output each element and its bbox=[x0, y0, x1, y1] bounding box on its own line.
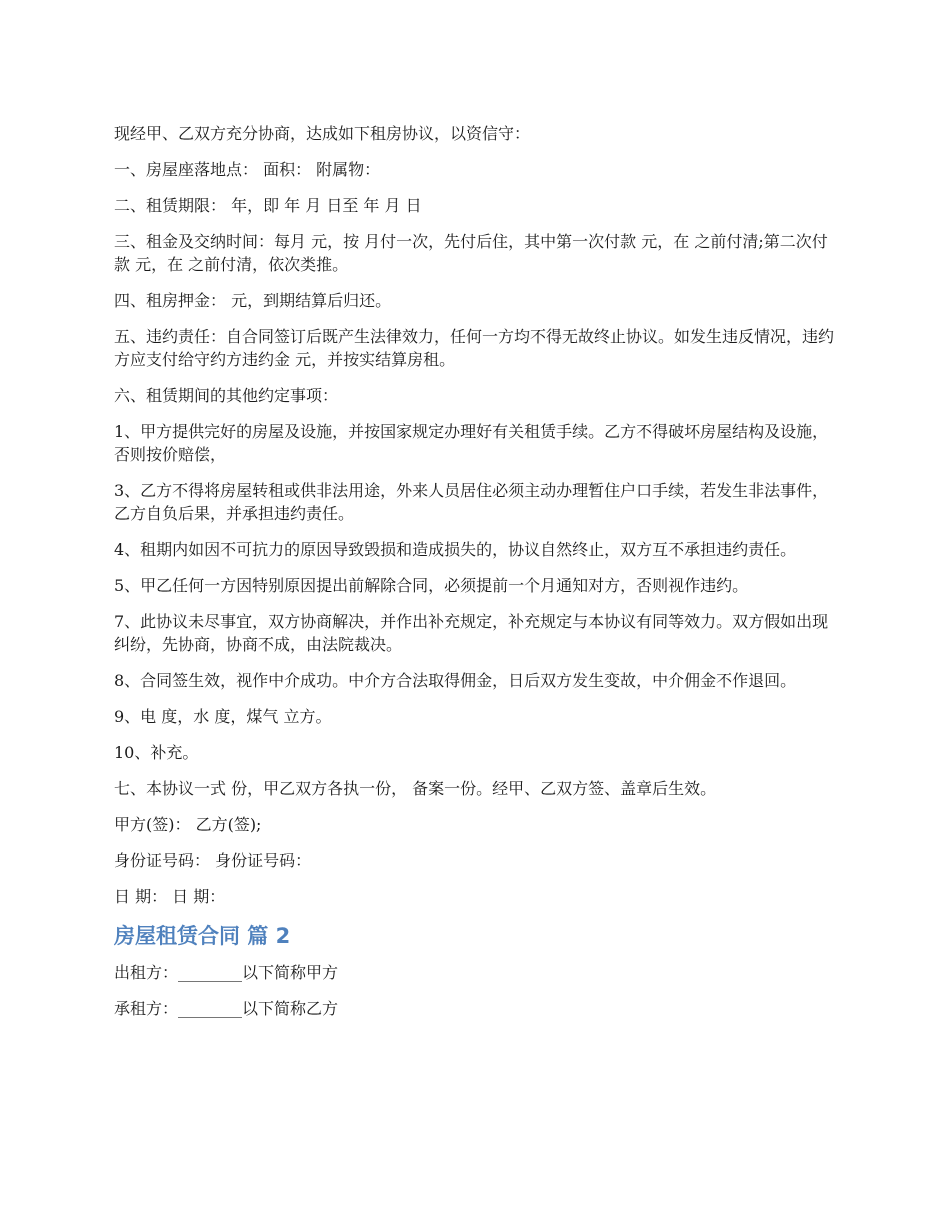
paragraph-item-5: 5、甲乙任何一方因特别原因提出前解除合同，必须提前一个月通知对方，否则视作违约。 bbox=[114, 576, 749, 595]
lessee-line: 承租方：________以下简称乙方 bbox=[114, 999, 339, 1018]
id-number-line: 身份证号码： 身份证号码： bbox=[114, 851, 312, 870]
paragraph-item-9: 9、电 度，水 度，煤气 立方。 bbox=[114, 707, 332, 726]
paragraph-clause-5-liability: 五、违约责任：自合同签订后既产生法律效力，任何一方均不得无故终止协议。如发生违反情况，违约方应支付给守约方违约金 元，并按实结算房租。 bbox=[114, 327, 835, 369]
paragraph-clause-7-copies: 七、本协议一式 份，甲乙双方各执一份， 备案一份。经甲、乙双方签、盖章后生效。 bbox=[114, 779, 717, 798]
paragraph-clause-2-term: 二、租赁期限： 年，即 年 月 日至 年 月 日 bbox=[114, 196, 422, 215]
paragraph-item-7: 7、此协议未尽事宜，双方协商解决，并作出补充规定，补充规定与本协议有同等效力。双方假如出现纠纷，先协商，协商不成，由法院裁决。 bbox=[114, 612, 829, 654]
paragraph-clause-1-location: 一、房屋座落地点： 面积： 附属物： bbox=[114, 160, 381, 179]
document-page bbox=[114, 122, 842, 1033]
paragraph-clause-6-other: 六、租赁期间的其他约定事项： bbox=[114, 386, 339, 405]
paragraph-intro: 现经甲、乙双方充分协商，达成如下租房协议，以资信守： bbox=[114, 124, 531, 143]
paragraph-item-10: 10、补充。 bbox=[114, 743, 199, 762]
paragraph-item-8: 8、合同签生效，视作中介成功。中介方合法取得佣金，日后双方发生变故，中介佣金不作退回。 bbox=[114, 671, 797, 690]
paragraph-item-3: 3、乙方不得将房屋转租或供非法用途，外来人员居住必须主动办理暂住户口手续，若发生非法事件，乙方自负后果，并承担违约责任。 bbox=[114, 481, 829, 523]
date-line: 日 期： 日 期： bbox=[114, 887, 226, 906]
section-heading: 房屋租赁合同 篇 2 bbox=[114, 924, 291, 948]
signature-line: 甲方(签)： 乙方(签); bbox=[114, 815, 262, 834]
paragraph-clause-4-deposit: 四、租房押金： 元，到期结算后归还。 bbox=[114, 291, 392, 310]
paragraph-item-4: 4、租期内如因不可抗力的原因导致毁损和造成损失的，协议自然终止，双方互不承担违约责任。 bbox=[114, 540, 797, 559]
paragraph-clause-3-rent: 三、租金及交纳时间：每月 元，按 月付一次，先付后住，其中第一次付款 元，在 之前付清;第二次付款 元，在 之前付清，依次类推。 bbox=[114, 232, 828, 274]
paragraph-item-1: 1、甲方提供完好的房屋及设施，并按国家规定办理好有关租赁手续。乙方不得破坏房屋结构及设施，否则按价赔偿， bbox=[114, 422, 829, 464]
lessor-line: 出租方：________以下简称甲方 bbox=[114, 963, 339, 982]
